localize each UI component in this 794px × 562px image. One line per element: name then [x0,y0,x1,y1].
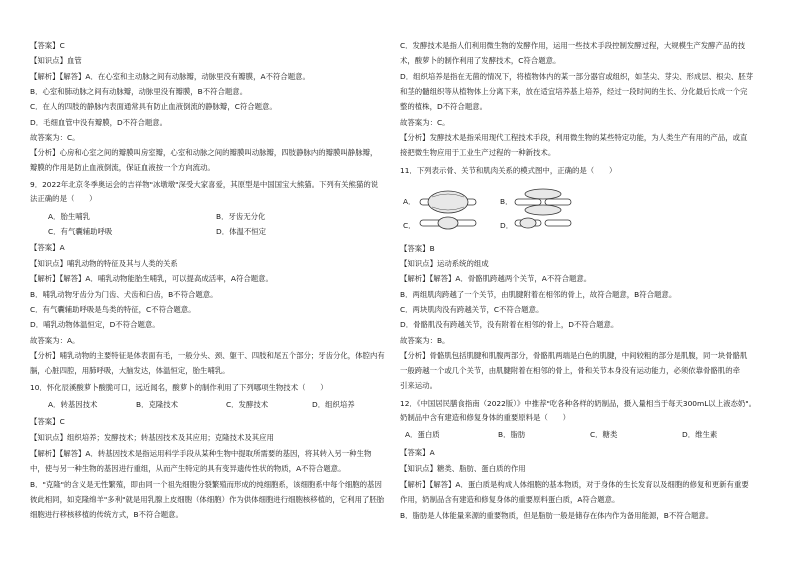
answer-summary: 故答案为：C。 [30,133,80,142]
option-b: B．牙齿无分化 [216,212,266,221]
answer-summary: 故答案为：A。 [30,336,80,345]
answer-label: 【答案】B [400,244,435,253]
question-12-stem: 12．《中国居民膳食指南（2022版）》中推荐"吃各种各样的奶制品，摄入量相当于每天300mL以上液态奶"。 [400,399,757,408]
figure-label-b: B． [500,197,513,206]
answer-label: 【答案】A [30,243,65,252]
option-a: A．蛋白质 [405,430,440,439]
left-column [30,0,408,562]
answer-label: 【答案】C [30,417,65,426]
explanation-line: D．骨骼肌没有跨越关节，没有附着在相邻的骨上，D不符合题意。 [400,320,619,329]
figure-label-d: D． [500,221,514,230]
explanation-line: B．脂肪是人体能量来源的重要物质，但是脂肪一般是储存在体内作为备用能源，B不符合题意。 [400,511,714,520]
answer-summary: 故答案为：B。 [400,336,450,345]
option-c: C．有气囊辅助呼吸 [48,227,113,236]
option-d: D．体温不恒定 [216,227,267,236]
explanation-line: 整的植株，D不符合题意。 [400,102,487,111]
option-c: C．发酵技术 [226,400,269,409]
explanation-line: 和茎的髓组织等从植物体上分离下来，放在适宜培养基上培养，经过一段时间的生长、分化最后长成一个完 [400,87,748,96]
explanation-line: B．"克隆"的含义是无性繁殖，即由同一个祖先细胞分裂繁殖而形成的纯细胞系，该细胞系中每个细胞的基因 [30,480,382,489]
analysis-line: 瓣膜的作用是防止血液倒流，保证血液按一个方向流动。 [30,163,215,172]
explanation-line: C．在人的四肢的静脉内表面通常具有防止血液倒流的静脉瓣，C符合题意。 [30,102,277,111]
option-b: B．脂肪 [498,430,526,439]
explanation-line: 作用，奶制品含有建造和修复身体的重要原料蛋白质，A符合题意。 [400,495,620,504]
answer-summary: 故答案为：C。 [400,118,450,127]
knowledge-point: 【知识点】组织培养；发酵技术；转基因技术及其应用；克隆技术及其应用 [30,433,274,442]
option-c: C．糖类 [590,430,618,439]
question-11-stem: 11．下列表示骨、关节和肌肉关系的模式图中，正确的是（ ） [400,166,617,175]
analysis-line: 接把微生物应用于工业生产过程的一种新技术。 [400,148,556,157]
analysis-line: 【分析】发酵技术是指采用现代工程技术手段，利用微生物的某些特定功能，为人类生产有用的产品，或直 [400,133,748,142]
option-b: B．克隆技术 [136,400,179,409]
figure-label-c: C． [403,221,416,230]
knowledge-point: 【知识点】哺乳动物的特征及其与人类的关系 [30,259,178,268]
explanation-line: D．组织培养是指在无菌的情况下，将植物体内的某一部分器官或组织，如茎尖、芽尖、形成层、根尖、胚芽 [400,72,754,81]
analysis-line: 一般跨越一个或几个关节，由肌腱附着在相邻的骨上，骨和关节本身没有运动能力，必须依靠骨骼肌的牵 [400,366,740,375]
explanation-line: 【解析】【解答】A．在心室和主动脉之间有动脉瓣，动脉里没有瓣膜，A不符合题意。 [30,72,310,81]
answer-label: 【答案】A [400,448,435,457]
option-a: A．胎生哺乳 [48,212,91,221]
explanation-line: B．哺乳动物牙齿分为门齿、犬齿和臼齿，B不符合题意。 [30,290,218,299]
option-a: A．转基因技术 [48,400,98,409]
explanation-line: C．发酵技术是指人们利用微生物的发酵作用，运用一些技术手段控制发酵过程，大规模生产发酵产品的技 [400,41,746,50]
explanation-line: D．哺乳动物体温恒定，D不符合题意。 [30,320,160,329]
question-10-stem: 10．怀化辰溪酸萝卜酸脆可口，远近闻名，酸萝卜的制作利用了下列哪项生物技术（ ） [30,383,328,392]
question-12-stem: 奶制品中含有建造和修复身体的重要原料是（ ） [400,413,570,422]
knowledge-point: 【知识点】血管 [30,56,82,65]
question-9-stem: 9．2022年北京冬季奥运会的吉祥物"冰墩墩"深受大家喜爱，其原型是中国国宝大熊猫。下列有关熊猫的说 [30,180,379,189]
option-d: D．维生素 [682,430,718,439]
explanation-line: B．心室和肺动脉之间有动脉瓣，动脉里没有瓣膜，B不符合题意。 [30,87,248,96]
explanation-line: 中，使与另一种生物的基因进行重组，从而产生特定的具有变异遗传性状的物质，A不符合题意。 [30,464,346,473]
analysis-line: 【分析】骨骼肌包括肌腱和肌腹两部分，骨骼肌两端是白色的肌腱，中间较粗的部分是肌腹，同一块骨骼肌 [400,351,748,360]
knowledge-point: 【知识点】糖类、脂肪、蛋白质的作用 [400,464,526,473]
figure-c-diagram [418,212,478,234]
right-column [400,0,778,562]
explanation-line: 彼此相同，如克隆绵羊"多利"就是用乳腺上皮细胞（体细胞）作为供体细胞进行细胞核移植的，它利用了胚胎 [30,495,385,504]
analysis-line: 【分析】心房和心室之间的瓣膜叫房室瓣，心室和动脉之间的瓣膜叫动脉瓣，四肢静脉内的瓣膜叫静脉瓣， [30,148,378,157]
explanation-line: 【解析】【解答】A．哺乳动物能胎生哺乳，可以提高成活率，A符合题意。 [30,274,273,283]
explanation-line: 【解析】【解答】A．转基因技术是指运用科学手段从某种生物中提取所需要的基因，将其转入另一种生物 [30,449,372,458]
question-11-figure [400,187,650,233]
answer-label: 【答案】C [30,41,65,50]
figure-d-diagram [513,212,573,234]
knowledge-point: 【知识点】运动系统的组成 [400,259,489,268]
analysis-line: 膈，心脏四腔，用肺呼吸，大脑发达，体温恒定，胎生哺乳。 [30,366,230,375]
explanation-line: 细胞进行移核移植的传统方式，B不符合题意。 [30,510,183,519]
analysis-line: 【分析】哺乳动物的主要特征是体表面有毛，一般分头、颈、躯干、四肢和尾五个部分；牙齿分化，体腔内有 [30,351,385,360]
explanation-line: D．毛细血管中没有瓣膜，D不符合题意。 [30,118,168,127]
explanation-line: B．两组肌肉跨越了一个关节，由肌腱附着在相邻的骨上，故符合题意，B符合题意。 [400,290,677,299]
option-d: D．组织培养 [312,400,355,409]
question-9-stem: 法正确的是（ ） [30,194,97,203]
explanation-line: 【解析】【解答】A．蛋白质是构成人体细胞的基本物质，对于身体的生长发育以及细胞的修复和更新有重要 [400,480,749,489]
figure-label-a: A． [403,197,416,206]
explanation-line: 术，酸萝卜的制作利用了发酵技术，C符合题意。 [400,56,561,65]
explanation-line: 【解析】【解答】A．骨骼肌跨越两个关节，A不符合题意。 [400,274,592,283]
explanation-line: C．两块肌肉没有跨越关节，C不符合题意。 [400,305,544,314]
explanation-line: C．有气囊辅助呼吸是鸟类的特征，C不符合题意。 [30,305,196,314]
analysis-line: 引来运动。 [400,381,437,390]
